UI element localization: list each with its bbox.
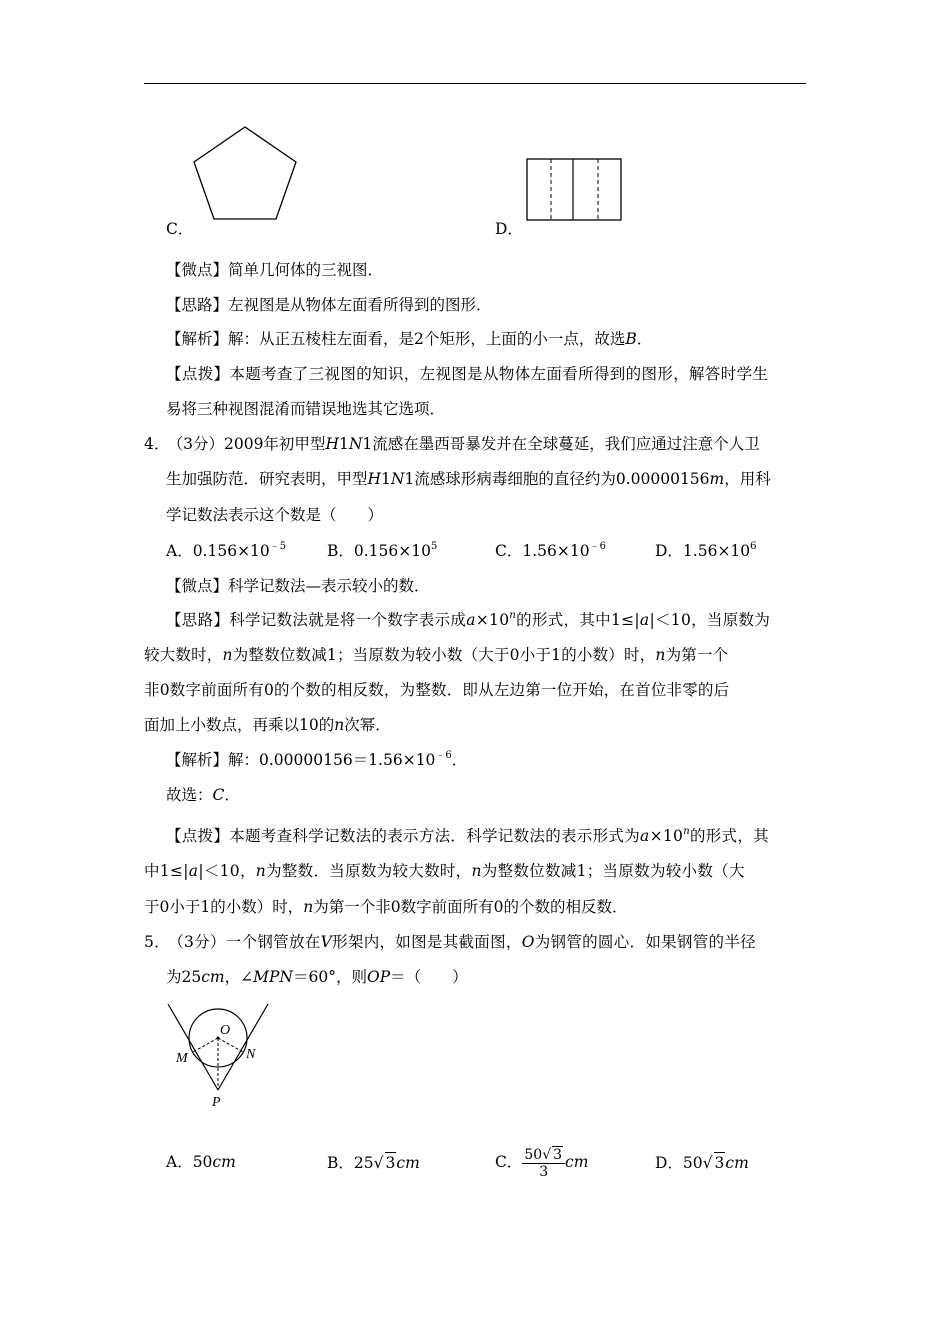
jiexi-text: 解：从正五棱柱左面看，是2个矩形，上面的小一点，故选 [228, 330, 626, 348]
var-a: a [188, 862, 199, 880]
v-left-arm [168, 1004, 218, 1090]
var-a: a [466, 611, 476, 629]
var-n: n [471, 862, 482, 880]
dianbo-text: 于0小于1的小数）时， [144, 898, 304, 916]
q5-option-a[interactable] [166, 1152, 236, 1172]
pentagon-shape [194, 127, 296, 219]
dianbo-tag: 【点拨】 [166, 365, 230, 383]
q4-silu-line-1 [166, 610, 770, 630]
option-d-text: D．50 [655, 1154, 703, 1172]
silu-text: 科学记数法就是将一个数字表示成 [229, 611, 467, 629]
dianbo-text: ×10 [649, 827, 684, 845]
sqrt-radicand: 3 [714, 1154, 725, 1172]
q4-weidian [166, 576, 430, 596]
var-n: n [655, 646, 666, 664]
silu-text: 为第一个 [665, 646, 729, 664]
var-a: a [639, 611, 650, 629]
silu-text: 面加上小数点，再乘以10的 [144, 716, 335, 734]
dianbo-text: 中1≤| [144, 862, 189, 880]
var-o: O [521, 933, 535, 951]
q4-silu-line-3: 非0数字前面所有0的个数的相反数，为整数．即从左边第一位开始，在首位非零的后 [144, 681, 730, 699]
dianbo-line-1: 本题考查了三视图的知识，左视图是从物体左面看所得到的图形，解答时学生 [229, 365, 769, 383]
dianbo-text: 为整数．当原数为较大数时， [266, 862, 472, 880]
jiexi-tag: 【解析】 [166, 751, 229, 769]
dianbo-text: 本题考查科学记数法的表示方法．科学记数法的表示形式为 [229, 827, 641, 845]
jiexi-end: ． [636, 330, 653, 348]
option-c-text: C． [495, 1153, 523, 1171]
rectangles-figure [526, 157, 624, 223]
q5-text: （3分）一个钢管放在 [175, 933, 321, 951]
var-h: H [367, 470, 382, 488]
q4-silu-line-4 [144, 715, 391, 735]
unit-cm: cm [212, 1153, 236, 1171]
q4-option-d[interactable] [655, 541, 757, 561]
jiexi-exponent: ﹣6 [435, 750, 452, 761]
guxuan-end: ． [224, 786, 240, 804]
dianbo-text: |＜10， [198, 862, 256, 880]
sqrt-icon: √ [702, 1154, 713, 1172]
q5-text: ，∠ [224, 968, 254, 986]
dianbo-text: 为第一个非0数字前面所有0的个数的相反数． [313, 898, 628, 916]
option-d-exponent: 6 [750, 541, 757, 552]
q5-text: 形架内，如图是其截面图， [332, 933, 522, 951]
q4-option-a[interactable] [166, 541, 286, 561]
q4-dianbo-line-1 [166, 826, 769, 846]
q5-text: ＝（ ） [390, 968, 468, 986]
sqrt-radicand: 3 [385, 1154, 396, 1172]
q4-line-1 [144, 434, 760, 454]
var-n: n [509, 610, 517, 621]
fraction-denominator: 3 [539, 1164, 549, 1180]
jiexi-end: ． [451, 751, 468, 769]
label-m: M [176, 1051, 188, 1066]
var-n: n [683, 826, 690, 837]
q4-text: 生加强防范．研究表明，甲型 [166, 470, 368, 488]
q4-text: 1流感在墨西哥暴发并在全球蔓延，我们应通过注意个人卫 [362, 435, 760, 453]
q4-text: （3分）2009年初甲型 [175, 435, 326, 453]
option-c-text: C．1.56×10 [495, 542, 590, 560]
silu-text: 为整数位数减1；当原数为较小数（大于0小于1的小数）时， [232, 646, 656, 664]
option-b-text: B．0.156×10 [327, 542, 431, 560]
guxuan-text: 故选： [166, 786, 213, 804]
silu-tag: 【思路】 [166, 296, 229, 314]
q5-option-c[interactable] [495, 1140, 588, 1184]
option-a-text: A．0.156×10 [166, 542, 270, 560]
var-a: a [640, 827, 650, 845]
silu-tag: 【思路】 [166, 611, 230, 629]
q4-jiexi [166, 750, 467, 770]
q3-jiexi [166, 329, 652, 349]
silu-text: 次幂． [344, 716, 391, 734]
q5-text: 为25 [166, 968, 202, 986]
var-n: n [255, 862, 267, 880]
q5-line-1 [144, 932, 756, 952]
var-n: N [390, 470, 405, 488]
q4-text: ，用科 [724, 470, 771, 488]
unit-cm: cm [565, 1153, 589, 1171]
unit-m: m [709, 470, 725, 488]
unit-cm: cm [201, 968, 225, 986]
q4-dianbo-line-3 [144, 897, 627, 917]
option-a-text: A．50 [166, 1153, 213, 1171]
pentagon-figure [190, 124, 300, 222]
weidian-text: 科学记数法—表示较小的数． [228, 577, 430, 595]
q3-dianbo-line-2: 易将三种视图混淆而错误地选其它选项． [166, 400, 446, 418]
q3-dianbo [166, 364, 768, 384]
weidian-tag: 【微点】 [166, 261, 229, 279]
q4-number: 4． [144, 435, 170, 453]
silu-text: 左视图是从物体左面看所得到的图形． [228, 296, 492, 314]
q3-option-d-label: D． [495, 220, 523, 238]
outer-rectangle [527, 159, 621, 220]
text-1: 1 [381, 470, 391, 488]
silu-text: 较大数时， [144, 646, 223, 664]
header-rule [144, 83, 806, 84]
option-b-exponent: 5 [430, 541, 438, 552]
silu-text: |＜10，当原数为 [649, 611, 771, 629]
weidian-text: 简单几何体的三视图． [228, 261, 384, 279]
sqrt-icon: √ [373, 1154, 384, 1172]
dianbo-tag: 【点拨】 [166, 827, 230, 845]
fraction [522, 1146, 565, 1180]
label-n: N [246, 1047, 256, 1062]
unit-cm: cm [396, 1154, 420, 1172]
silu-text: 的形式，其中1≤| [516, 611, 640, 629]
option-a-exponent: ﹣5 [269, 541, 287, 552]
sqrt-icon: √ [542, 1147, 552, 1163]
fraction-numerator [522, 1146, 565, 1164]
jiexi-tag: 【解析】 [166, 330, 229, 348]
dashed-om [193, 1038, 218, 1052]
var-n: n [334, 716, 345, 734]
guxuan-answer: C [212, 786, 225, 804]
var-n: n [222, 646, 233, 664]
q4-dianbo-line-2 [144, 861, 745, 881]
label-o: O [220, 1023, 231, 1038]
q5-option-d[interactable] [655, 1152, 749, 1173]
var-n: n [303, 898, 314, 916]
text-1: 1 [338, 435, 349, 453]
option-b-text: B．25 [327, 1154, 374, 1172]
weidian-tag: 【微点】 [166, 577, 229, 595]
numerator-value: 50 [524, 1147, 543, 1163]
jiexi-text: 解：0.00000156＝1.56×10 [228, 751, 436, 769]
label-p: P [212, 1095, 221, 1110]
var-mpn: MPN [253, 968, 293, 986]
dashed-on [218, 1038, 243, 1052]
v-right-arm [218, 1004, 268, 1090]
q4-line-3: 学记数法表示这个数是（ ） [166, 506, 384, 524]
dianbo-text: 为整数位数减1；当原数为较小数（大 [481, 862, 745, 880]
q4-option-b[interactable] [327, 541, 437, 561]
q4-option-c[interactable] [495, 541, 606, 561]
q3-weidian [166, 260, 383, 280]
q4-guxuan [166, 785, 240, 805]
q4-silu-line-2 [144, 645, 728, 665]
q3-option-c-label: C． [166, 220, 194, 238]
q5-line-2 [166, 967, 468, 987]
sqrt-radicand: 3 [553, 1147, 563, 1163]
var-n: N [348, 435, 363, 453]
silu-text: ×10 [475, 611, 510, 629]
option-d-text: D．1.56×10 [655, 542, 751, 560]
unit-cm: cm [725, 1154, 749, 1172]
var-h: H [325, 435, 339, 453]
var-v: V [320, 933, 333, 951]
var-op: OP [366, 968, 391, 986]
dianbo-text: 的形式，其 [689, 827, 769, 845]
jiexi-answer: B [625, 330, 637, 348]
q3-silu [166, 295, 492, 315]
q4-line-2 [166, 469, 771, 489]
q5-text: ＝60°，则 [293, 968, 367, 986]
q5-text: 为钢管的圆心．如果钢管的半径 [534, 933, 756, 951]
option-c-exponent: ﹣6 [589, 541, 606, 552]
q5-number: 5． [144, 933, 170, 951]
q4-text: 1流感球形病毒细胞的直径约为0.00000156 [404, 470, 710, 488]
q5-option-b[interactable] [327, 1152, 420, 1173]
v-frame-figure [162, 1000, 282, 1110]
